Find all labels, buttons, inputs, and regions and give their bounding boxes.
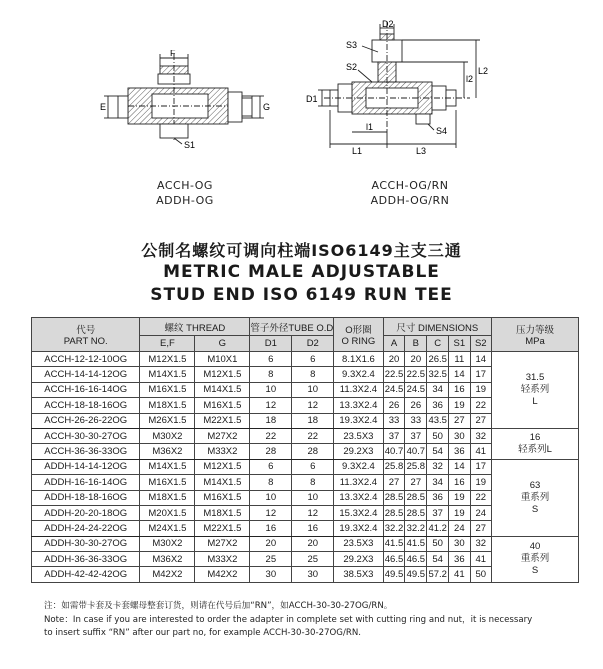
cell-part-no: ACCH-18-18-16OG xyxy=(32,398,140,413)
cell-dim-a: 25.8 xyxy=(383,459,405,474)
label-D1: D1 xyxy=(306,94,318,104)
cell-dim-s2: 14 xyxy=(470,352,491,367)
cell-thread-g: M42X2 xyxy=(195,567,250,582)
cell-dim-s2: 50 xyxy=(470,567,491,582)
pressure-line: 40 xyxy=(529,541,541,553)
cell-thread-g: M27X2 xyxy=(195,536,250,551)
pressure-line: 重系列 xyxy=(520,491,550,503)
header-pressure xyxy=(491,318,578,352)
cell-thread-g: M14X1.5 xyxy=(195,382,250,397)
cell-tube-d2: 6 xyxy=(292,352,334,367)
cell-dim-c: 32 xyxy=(427,459,449,474)
cell-o-ring: 19.3X2.4 xyxy=(334,521,383,536)
cell-dim-b: 46.5 xyxy=(405,552,427,567)
cell-tube-d1: 25 xyxy=(250,552,292,567)
cell-o-ring: 13.3X2.4 xyxy=(334,490,383,505)
cell-dim-b: 33 xyxy=(405,413,427,428)
label-L2: L2 xyxy=(478,66,489,76)
cell-thread-g: M12X1.5 xyxy=(195,459,250,474)
table-row xyxy=(32,352,579,367)
cell-tube-d2: 10 xyxy=(292,490,334,505)
cell-thread-ef: M16X1.5 xyxy=(140,475,195,490)
cell-tube-d1: 8 xyxy=(250,367,292,382)
header-dimensions: 尺寸 DIMENSIONS xyxy=(383,318,491,336)
cell-part-no: ACCH-16-16-14OG xyxy=(32,382,140,397)
cell-dim-c: 26.5 xyxy=(427,352,449,367)
cell-tube-d2: 12 xyxy=(292,398,334,413)
cell-dim-s1: 24 xyxy=(449,521,470,536)
cell-dim-s1: 14 xyxy=(449,459,470,474)
cell-thread-ef: M14X1.5 xyxy=(140,459,195,474)
cell-tube-d1: 18 xyxy=(250,413,292,428)
cell-thread-g: M27X2 xyxy=(195,428,250,443)
sub-header-cell: A xyxy=(383,336,405,352)
cell-dim-s1: 19 xyxy=(449,490,470,505)
cell-part-no: ACCH-12-12-10OG xyxy=(32,352,140,367)
label-L1: L1 xyxy=(352,146,363,156)
label-l1: l1 xyxy=(366,122,374,132)
sub-header-cell: D2 xyxy=(292,336,334,352)
cell-dim-b: 49.5 xyxy=(405,567,427,582)
pressure-line: 16 xyxy=(529,431,541,443)
cell-thread-ef: M14X1.5 xyxy=(140,367,195,382)
cell-part-no: ACCH-26-26-22OG xyxy=(32,413,140,428)
right-fitting-drawing xyxy=(300,18,500,158)
pressure-cell xyxy=(491,352,578,429)
pressure-line: 重系列 xyxy=(520,553,550,565)
cell-dim-s2: 24 xyxy=(470,505,491,520)
cell-dim-b: 26 xyxy=(405,398,427,413)
cell-tube-d2: 8 xyxy=(292,475,334,490)
note xyxy=(44,600,564,641)
cell-thread-g: M10X1 xyxy=(195,352,250,367)
label-S4: S4 xyxy=(436,126,448,136)
note-en-line-2: to insert suffix “RN” after our part no, for example ACCH-30-30-27OG/RN. xyxy=(44,628,361,638)
cell-dim-s2: 17 xyxy=(470,459,491,474)
cell-dim-a: 28.5 xyxy=(383,505,405,520)
right-caption xyxy=(335,178,485,208)
label-S3: S3 xyxy=(346,40,358,50)
spec-table xyxy=(31,317,579,583)
cell-dim-s2: 27 xyxy=(470,413,491,428)
cell-o-ring: 9.3X2.4 xyxy=(334,459,383,474)
cell-dim-s1: 41 xyxy=(449,567,470,582)
left-fitting-drawing xyxy=(100,50,270,165)
label-D2: D2 xyxy=(382,19,394,29)
cell-dim-a: 32.2 xyxy=(383,521,405,536)
sub-header-cell: S2 xyxy=(470,336,491,352)
cell-thread-ef: M26X1.5 xyxy=(140,413,195,428)
pressure-cell xyxy=(491,536,578,582)
cell-o-ring: 23.5X3 xyxy=(334,428,383,443)
group-light-16 xyxy=(32,428,579,459)
header-part-no xyxy=(32,318,140,352)
cell-tube-d1: 22 xyxy=(250,428,292,443)
cell-thread-g: M16X1.5 xyxy=(195,490,250,505)
cell-thread-ef: M42X2 xyxy=(140,567,195,582)
cell-dim-s1: 19 xyxy=(449,398,470,413)
label-G: G xyxy=(263,102,270,112)
cell-dim-b: 24.5 xyxy=(405,382,427,397)
cell-thread-ef: M24X1.5 xyxy=(140,521,195,536)
label-S1: S1 xyxy=(184,140,196,150)
cell-dim-b: 22.5 xyxy=(405,367,427,382)
cell-o-ring: 8.1X1.6 xyxy=(334,352,383,367)
cell-thread-ef: M12X1.5 xyxy=(140,352,195,367)
cell-o-ring: 15.3X2.4 xyxy=(334,505,383,520)
table-row xyxy=(32,428,579,443)
cell-dim-s1: 11 xyxy=(449,352,470,367)
cell-tube-d1: 10 xyxy=(250,490,292,505)
cell-part-no: ACCH-30-30-27OG xyxy=(32,428,140,443)
cell-dim-a: 20 xyxy=(383,352,405,367)
cell-dim-c: 36 xyxy=(427,398,449,413)
pressure-cell xyxy=(491,459,578,536)
cell-dim-a: 24.5 xyxy=(383,382,405,397)
cell-thread-ef: M18X1.5 xyxy=(140,490,195,505)
cell-o-ring: 9.3X2.4 xyxy=(334,367,383,382)
cell-dim-s2: 17 xyxy=(470,367,491,382)
title-chinese: 公制名螺纹可调向柱端ISO6149主支三通 xyxy=(141,241,462,260)
cell-part-no: ADDH-18-18-16OG xyxy=(32,490,140,505)
pressure-cell xyxy=(491,428,578,459)
cell-dim-s2: 32 xyxy=(470,428,491,443)
sub-header-cell: G xyxy=(195,336,250,352)
cell-part-no: ADDH-14-14-12OG xyxy=(32,459,140,474)
cell-tube-d2: 6 xyxy=(292,459,334,474)
cell-tube-d2: 10 xyxy=(292,382,334,397)
cell-dim-s1: 36 xyxy=(449,552,470,567)
cell-tube-d1: 12 xyxy=(250,398,292,413)
right-caption-line-1: ACCH-OG/RN xyxy=(371,179,449,192)
sub-header-cell: C xyxy=(427,336,449,352)
cell-tube-d2: 16 xyxy=(292,521,334,536)
cell-thread-g: M33X2 xyxy=(195,444,250,459)
label-l2: l2 xyxy=(466,74,474,84)
header-oring xyxy=(334,318,383,352)
cell-dim-c: 54 xyxy=(427,552,449,567)
left-caption-line-1: ACCH-OG xyxy=(157,179,213,192)
cell-dim-a: 27 xyxy=(383,475,405,490)
pressure-line: 轻系列L xyxy=(518,443,552,455)
cell-thread-ef: M36X2 xyxy=(140,552,195,567)
cell-dim-b: 20 xyxy=(405,352,427,367)
cell-dim-b: 32.2 xyxy=(405,521,427,536)
cell-dim-s2: 27 xyxy=(470,521,491,536)
cell-dim-s2: 41 xyxy=(470,444,491,459)
cell-dim-a: 28.5 xyxy=(383,490,405,505)
title-english-line-2: STUD END ISO 6149 RUN TEE xyxy=(150,285,453,305)
pressure-line: 轻系列 xyxy=(520,383,550,395)
cell-tube-d2: 25 xyxy=(292,552,334,567)
header-part-en: PART NO. xyxy=(63,336,108,347)
group-light-31-5 xyxy=(32,352,579,429)
cell-part-no: ADDH-36-36-33OG xyxy=(32,552,140,567)
cell-dim-b: 25.8 xyxy=(405,459,427,474)
cell-dim-s2: 22 xyxy=(470,490,491,505)
title-english-line-1: METRIC MALE ADJUSTABLE xyxy=(163,262,440,282)
cell-dim-s1: 19 xyxy=(449,505,470,520)
pressure-line: L xyxy=(532,395,538,407)
cell-tube-d2: 18 xyxy=(292,413,334,428)
label-L3: L3 xyxy=(416,146,427,156)
note-cn: 注：如需带卡套及卡套螺母整套订货，则请在代号后加“RN”，如ACCH-30-30-27OG/RN。 xyxy=(44,601,393,611)
sub-header-cell: B xyxy=(405,336,427,352)
cell-dim-a: 33 xyxy=(383,413,405,428)
cell-part-no: ADDH-42-42-42OG xyxy=(32,567,140,582)
cell-dim-c: 57.2 xyxy=(427,567,449,582)
cell-tube-d1: 16 xyxy=(250,521,292,536)
cell-tube-d1: 12 xyxy=(250,505,292,520)
label-S2: S2 xyxy=(346,62,358,72)
group-heavy-63 xyxy=(32,459,579,536)
cell-dim-s2: 22 xyxy=(470,398,491,413)
cell-part-no: ACCH-14-14-12OG xyxy=(32,367,140,382)
header-tube: 管子外径TUBE O.D xyxy=(250,318,334,336)
cell-dim-s1: 16 xyxy=(449,382,470,397)
header-oring-cn: O形圈 xyxy=(345,325,372,336)
cell-dim-b: 28.5 xyxy=(405,490,427,505)
cell-thread-g: M12X1.5 xyxy=(195,367,250,382)
cell-dim-s1: 36 xyxy=(449,444,470,459)
cell-tube-d1: 8 xyxy=(250,475,292,490)
cell-o-ring: 38.5X3 xyxy=(334,567,383,582)
label-E: E xyxy=(100,102,107,112)
cell-tube-d1: 28 xyxy=(250,444,292,459)
right-caption-line-2: ADDH-OG/RN xyxy=(370,194,450,207)
cell-o-ring: 11.3X2.4 xyxy=(334,475,383,490)
cell-tube-d2: 8 xyxy=(292,367,334,382)
sub-header-cell: S1 xyxy=(449,336,470,352)
cell-thread-g: M22X1.5 xyxy=(195,521,250,536)
cell-dim-c: 34 xyxy=(427,382,449,397)
cell-thread-ef: M16X1.5 xyxy=(140,382,195,397)
cell-dim-c: 50 xyxy=(427,536,449,551)
left-caption-line-2: ADDH-OG xyxy=(156,194,214,207)
cell-thread-ef: M18X1.5 xyxy=(140,398,195,413)
pressure-line: 31.5 xyxy=(525,371,545,383)
cell-thread-ef: M20X1.5 xyxy=(140,505,195,520)
cell-dim-s2: 19 xyxy=(470,475,491,490)
cell-dim-s1: 27 xyxy=(449,413,470,428)
header-oring-en: O RING xyxy=(341,336,376,347)
cell-o-ring: 29.2X3 xyxy=(334,552,383,567)
cell-dim-b: 41.5 xyxy=(405,536,427,551)
header-thread: 螺纹 THREAD xyxy=(140,318,250,336)
cell-thread-ef: M36X2 xyxy=(140,444,195,459)
cell-dim-a: 46.5 xyxy=(383,552,405,567)
sub-header-cell: E,F xyxy=(140,336,195,352)
cell-dim-c: 37 xyxy=(427,505,449,520)
cell-thread-g: M22X1.5 xyxy=(195,413,250,428)
cell-tube-d2: 12 xyxy=(292,505,334,520)
cell-part-no: ACCH-36-36-33OG xyxy=(32,444,140,459)
cell-dim-a: 40.7 xyxy=(383,444,405,459)
cell-dim-b: 28.5 xyxy=(405,505,427,520)
cell-dim-s1: 30 xyxy=(449,536,470,551)
cell-tube-d1: 20 xyxy=(250,536,292,551)
cell-dim-c: 43.5 xyxy=(427,413,449,428)
cell-thread-g: M33X2 xyxy=(195,552,250,567)
cell-part-no: ADDH-24-24-22OG xyxy=(32,521,140,536)
cell-dim-c: 50 xyxy=(427,428,449,443)
cell-dim-a: 41.5 xyxy=(383,536,405,551)
cell-part-no: ADDH-16-16-14OG xyxy=(32,475,140,490)
group-heavy-40 xyxy=(32,536,579,582)
cell-dim-c: 54 xyxy=(427,444,449,459)
pressure-line: S xyxy=(531,565,539,577)
cell-thread-g: M14X1.5 xyxy=(195,475,250,490)
table-row xyxy=(32,536,579,551)
cell-o-ring: 13.3X2.4 xyxy=(334,398,383,413)
cell-dim-c: 36 xyxy=(427,490,449,505)
cell-dim-a: 26 xyxy=(383,398,405,413)
table-row xyxy=(32,459,579,474)
cell-tube-d2: 20 xyxy=(292,536,334,551)
header-part-cn: 代号 xyxy=(76,325,96,336)
cell-dim-c: 34 xyxy=(427,475,449,490)
cell-dim-a: 22.5 xyxy=(383,367,405,382)
cell-dim-b: 40.7 xyxy=(405,444,427,459)
label-F: F xyxy=(170,50,176,58)
cell-part-no: ADDH-30-30-27OG xyxy=(32,536,140,551)
header-pressure-cn: 压力等级 xyxy=(515,325,554,336)
cell-tube-d1: 6 xyxy=(250,459,292,474)
cell-dim-s1: 16 xyxy=(449,475,470,490)
cell-dim-c: 41.2 xyxy=(427,521,449,536)
cell-thread-g: M16X1.5 xyxy=(195,398,250,413)
cell-tube-d1: 6 xyxy=(250,352,292,367)
header-pressure-en: MPa xyxy=(525,336,545,347)
note-en-line-1: Note：In case if you are interested to order the adapter in complete set with cutting ring and nut，it is necessary xyxy=(44,614,533,625)
cell-tube-d2: 28 xyxy=(292,444,334,459)
cell-dim-s2: 41 xyxy=(470,552,491,567)
cell-o-ring: 23.5X3 xyxy=(334,536,383,551)
table-header xyxy=(32,318,579,352)
pressure-line: 63 xyxy=(529,479,541,491)
pressure-line: S xyxy=(531,503,539,515)
sub-header-cell: D1 xyxy=(250,336,292,352)
cell-part-no: ADDH-20-20-18OG xyxy=(32,505,140,520)
cell-thread-ef: M30X2 xyxy=(140,536,195,551)
cell-tube-d2: 30 xyxy=(292,567,334,582)
cell-o-ring: 29.2X3 xyxy=(334,444,383,459)
cell-dim-b: 27 xyxy=(405,475,427,490)
cell-o-ring: 11.3X2.4 xyxy=(334,382,383,397)
cell-tube-d1: 10 xyxy=(250,382,292,397)
cell-dim-b: 37 xyxy=(405,428,427,443)
cell-dim-s1: 14 xyxy=(449,367,470,382)
cell-dim-s2: 32 xyxy=(470,536,491,551)
cell-dim-s2: 19 xyxy=(470,382,491,397)
cell-thread-g: M18X1.5 xyxy=(195,505,250,520)
cell-dim-a: 49.5 xyxy=(383,567,405,582)
cell-dim-a: 37 xyxy=(383,428,405,443)
cell-tube-d2: 22 xyxy=(292,428,334,443)
cell-tube-d1: 30 xyxy=(250,567,292,582)
cell-dim-c: 32.5 xyxy=(427,367,449,382)
cell-thread-ef: M30X2 xyxy=(140,428,195,443)
cell-o-ring: 19.3X2.4 xyxy=(334,413,383,428)
cell-dim-s1: 30 xyxy=(449,428,470,443)
left-caption xyxy=(120,178,250,208)
